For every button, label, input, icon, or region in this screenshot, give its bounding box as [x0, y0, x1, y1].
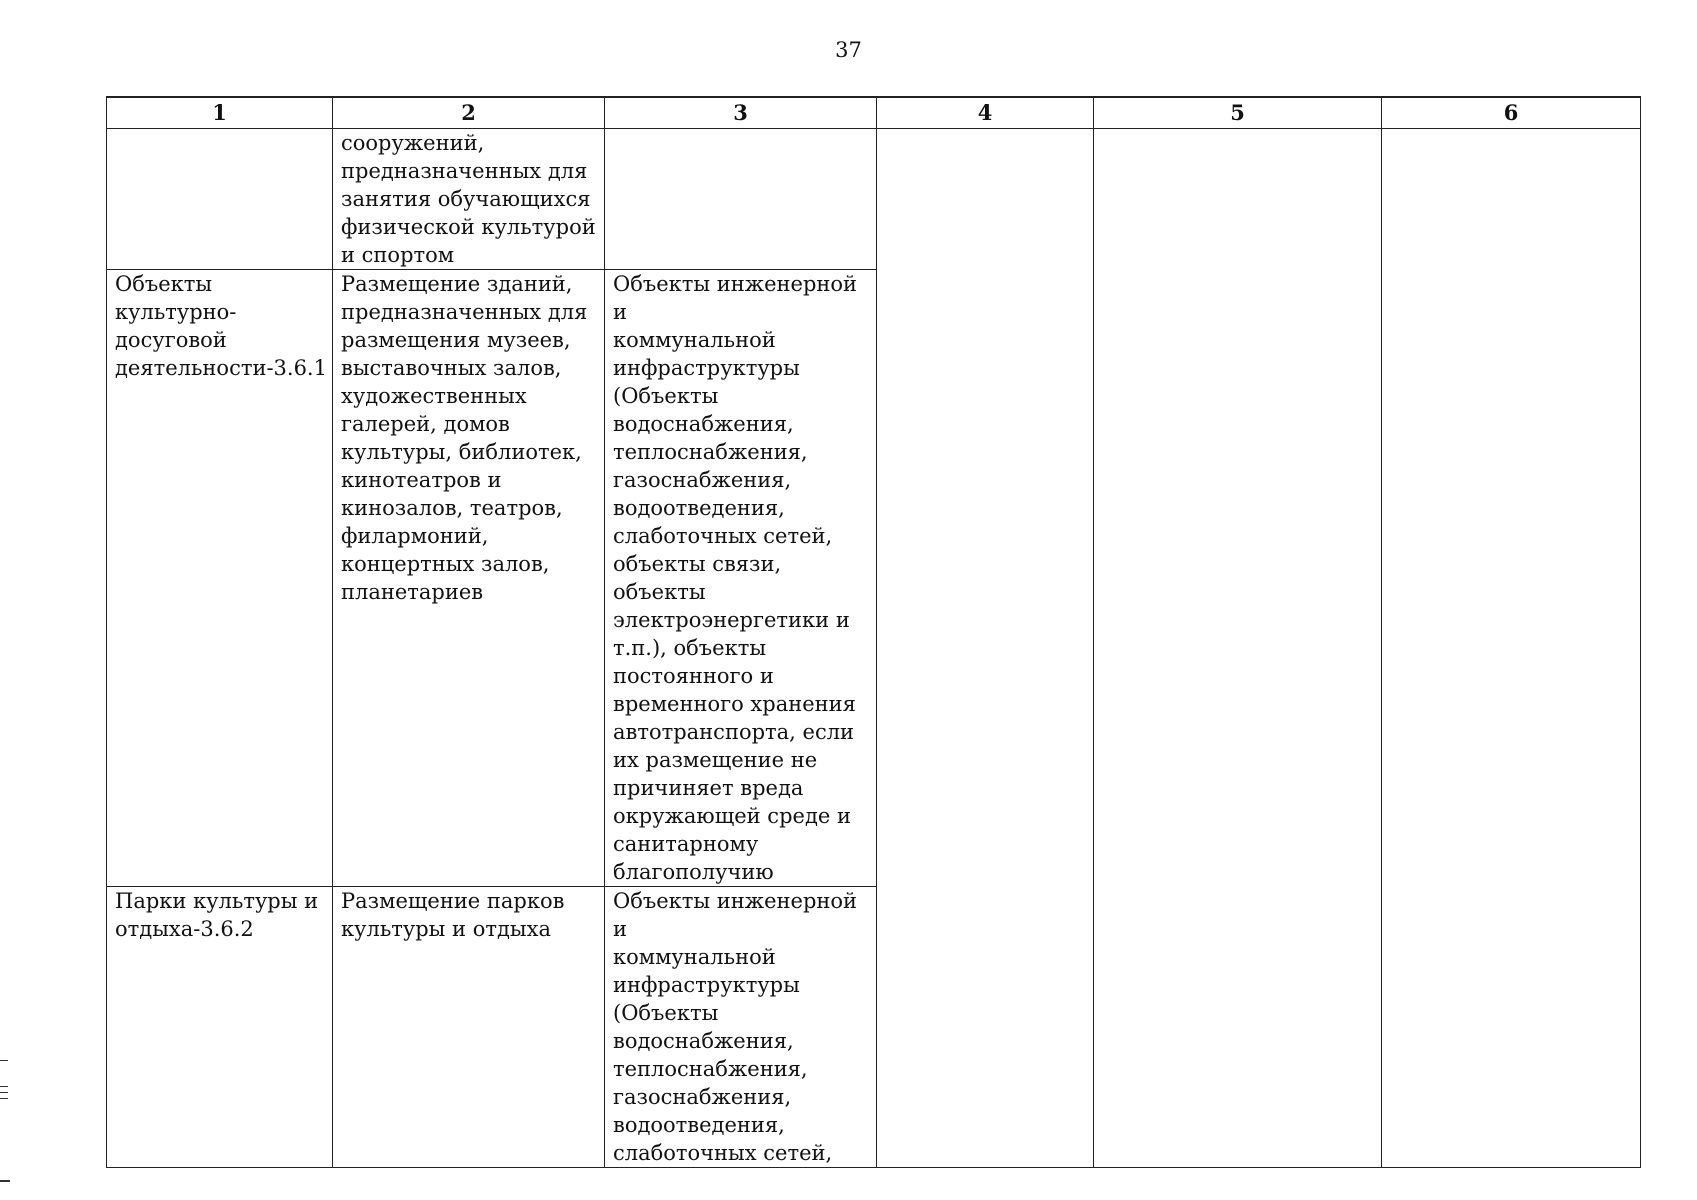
cell-col-6-merged — [1382, 129, 1641, 1168]
table-header-row — [107, 97, 1641, 129]
cell-description: Размещение зданий, предназначенных для размещения музеев, выставочных залов, художественных галерей, домов культуры, библиотек, кинотеатров и кинозалов, театров, филармоний, концертных залов, планетариев — [333, 270, 605, 887]
header-col-6: 6 — [1382, 97, 1641, 129]
scan-artifact-mark — [0, 1098, 8, 1099]
land-use-table — [106, 96, 1641, 1168]
header-col-2: 2 — [333, 97, 605, 129]
cell-land-use-name — [107, 129, 333, 270]
page-number: 37 — [835, 38, 862, 62]
cell-col-4-merged — [877, 129, 1094, 1168]
scan-artifact-mark — [0, 1060, 8, 1061]
header-col-5: 5 — [1094, 97, 1382, 129]
cell-description: Размещение парков культуры и отдыха — [333, 887, 605, 1168]
cell-col-5-merged — [1094, 129, 1382, 1168]
scan-artifact-mark — [0, 1086, 8, 1087]
cell-land-use-name: Объекты культурно- досуговой деятельности-3.6.1 — [107, 270, 333, 887]
cell-auxiliary-uses: Объекты инженерной и коммунальной инфраструктуры (Объекты водоснабжения, теплоснабжения, газоснабжения, водоотведения, слаботочных сетей, объекты связи, объекты электроэнергетики и т.п.), объекты постоянного и временного хранения автотранспорта, если их размещение не причиняет вреда окружающей среде и санитарному благополучию — [605, 270, 877, 887]
scan-artifact-mark — [0, 1180, 10, 1182]
cell-auxiliary-uses — [605, 129, 877, 270]
header-col-1: 1 — [107, 97, 333, 129]
header-col-4: 4 — [877, 97, 1094, 129]
header-col-3: 3 — [605, 97, 877, 129]
scan-artifact-mark — [0, 1092, 8, 1093]
cell-land-use-name: Парки культуры и отдыха-3.6.2 — [107, 887, 333, 1168]
cell-auxiliary-uses: Объекты инженерной и коммунальной инфраструктуры (Объекты водоснабжения, теплоснабжения, газоснабжения, водоотведения, слаботочных сетей, — [605, 887, 877, 1168]
cell-description: сооружений, предназначенных для занятия обучающихся физической культурой и спортом — [333, 129, 605, 270]
table-row — [107, 129, 1641, 270]
